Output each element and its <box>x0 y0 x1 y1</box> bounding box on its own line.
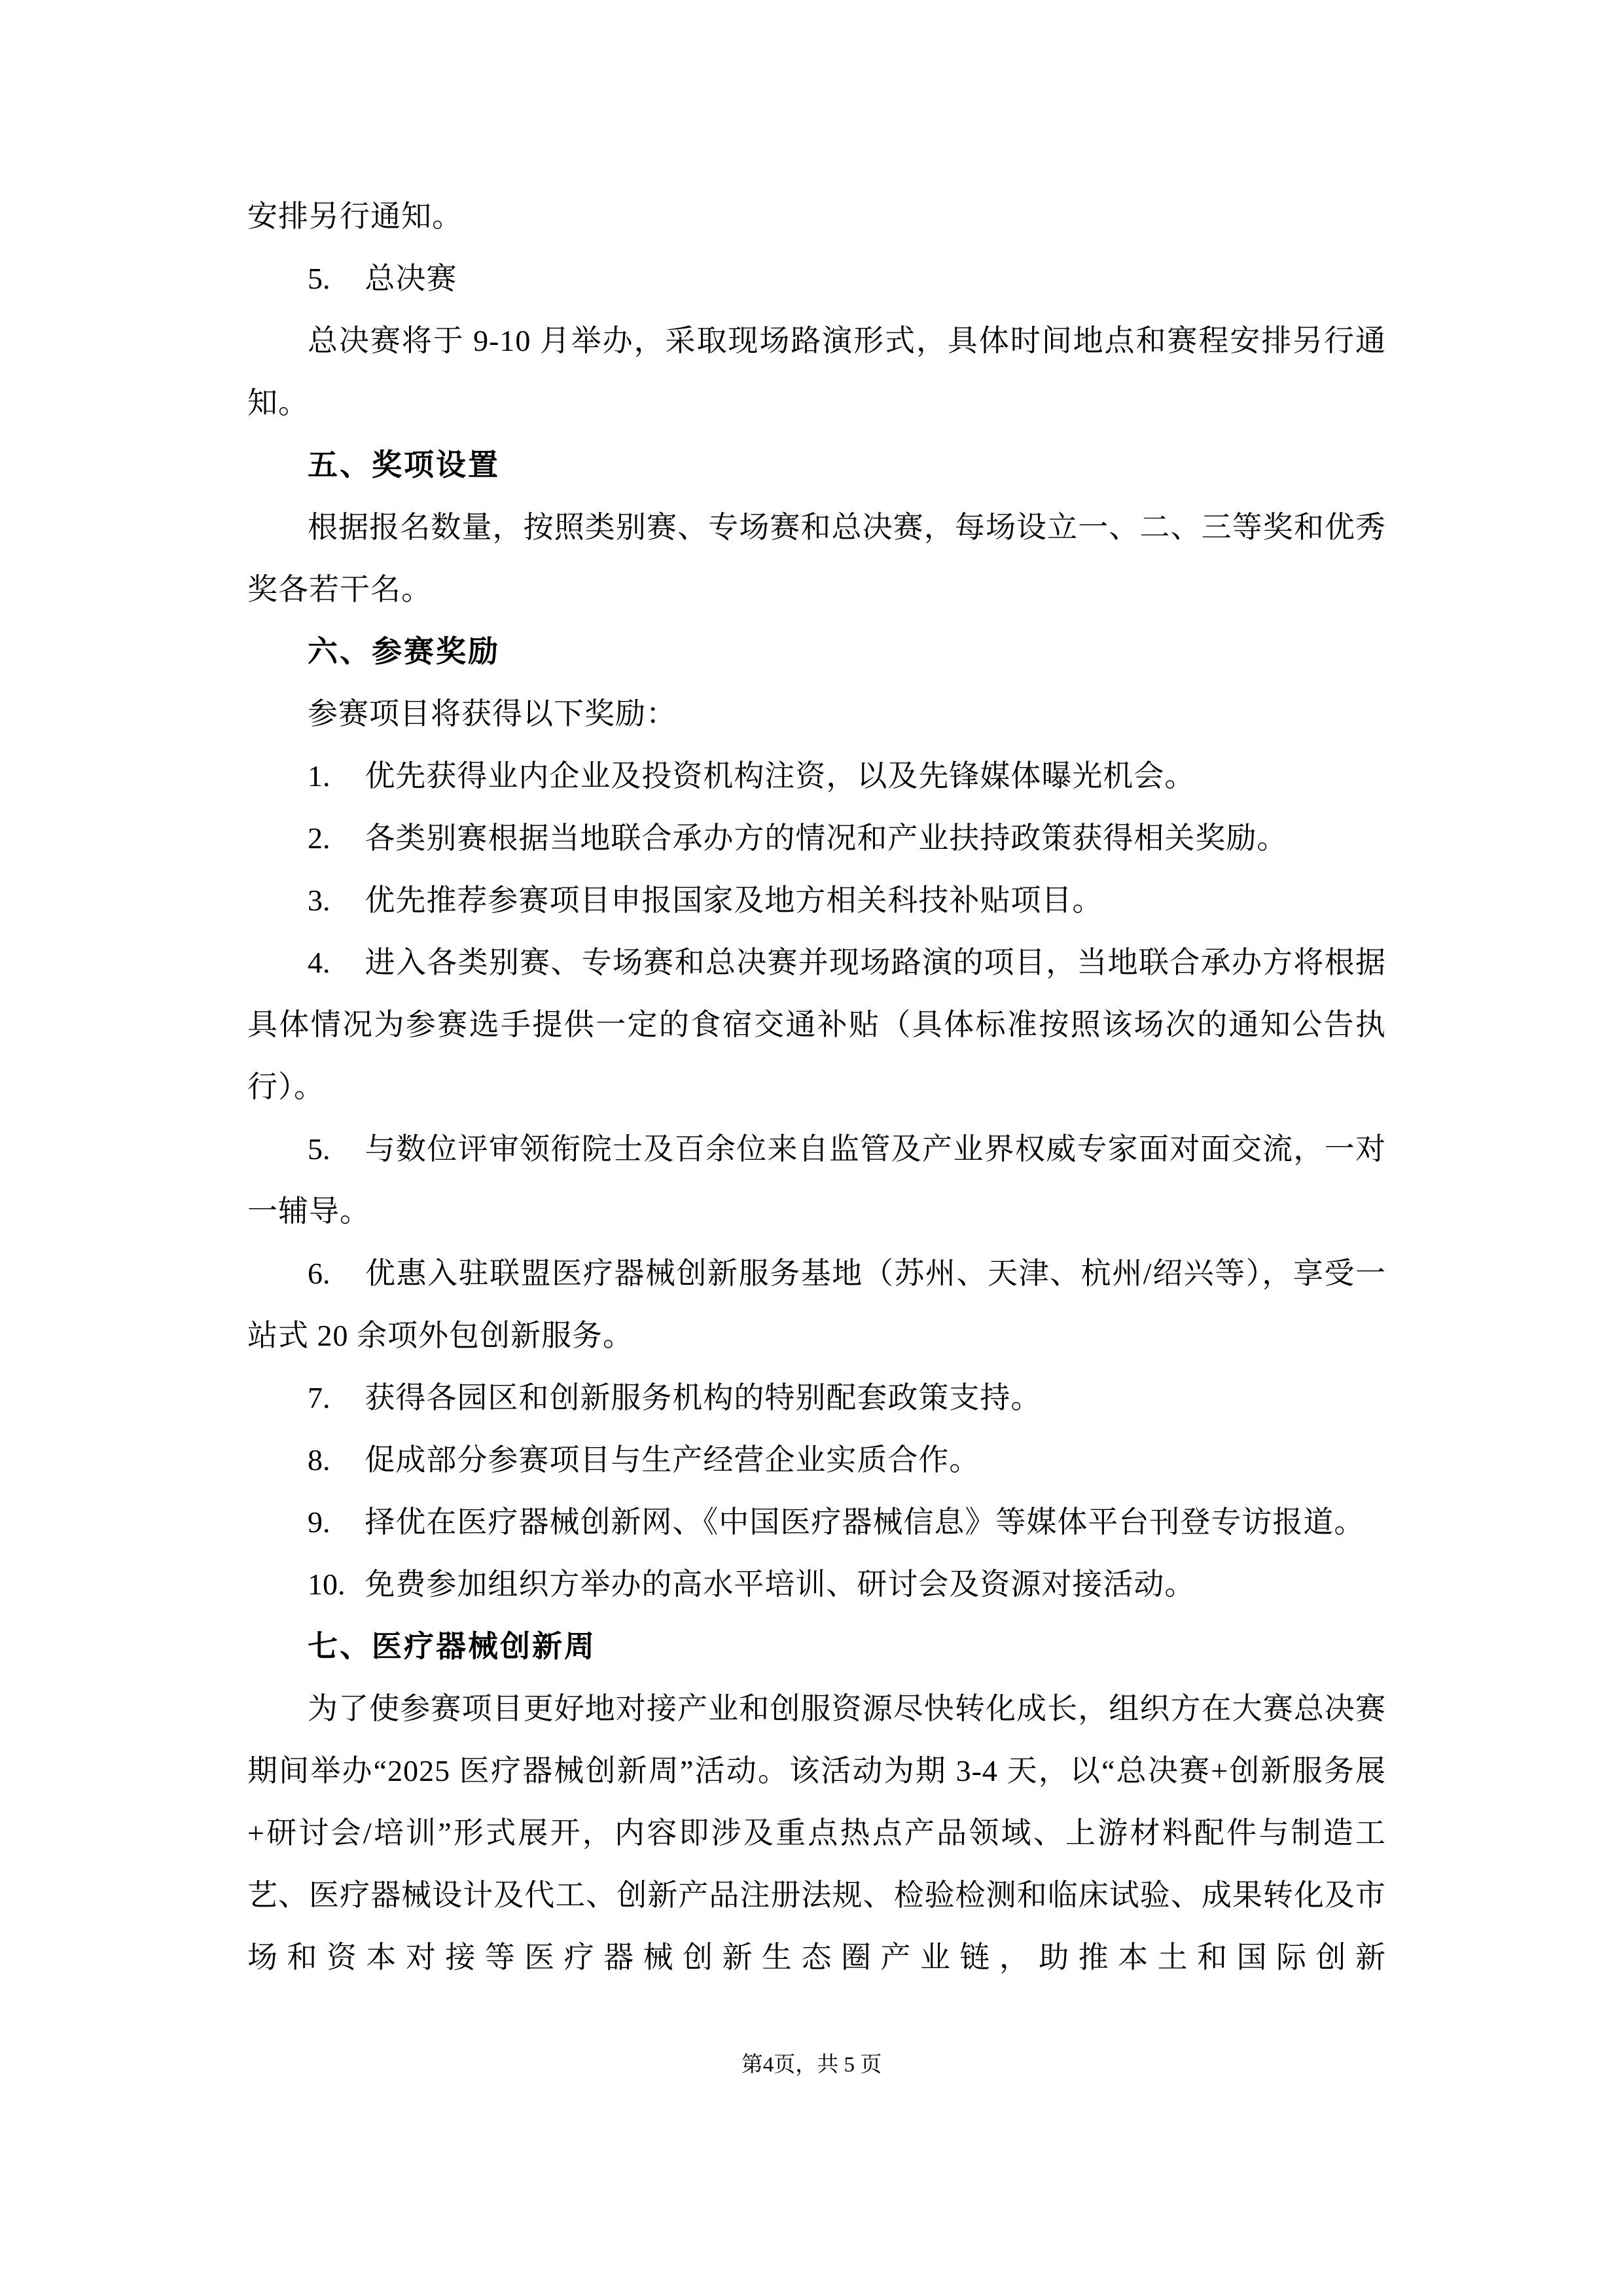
text-run: 择优在医疗器械创新网、《中国医疗器械信息》等媒体平台刊登专访报道。 <box>365 1505 1365 1539</box>
text-run: 总决赛将于 9-10 月举办，采取现场路演形式，具体时间地点和赛程安排另行通知。 <box>247 324 1386 420</box>
paragraph <box>247 1677 1386 1988</box>
section-heading <box>247 1615 1386 1677</box>
text-run: 获得各园区和创新服务机构的特别配套政策支持。 <box>365 1381 1042 1414</box>
list-item <box>247 1429 1386 1491</box>
text-run: 优先获得业内企业及投资机构注资，以及先锋媒体曝光机会。 <box>365 759 1196 793</box>
list-item <box>247 1118 1386 1242</box>
list-item <box>247 1491 1386 1553</box>
list-item <box>247 1367 1386 1429</box>
text-run: 为了使参赛项目更好地对接产业和创服资源尽快转化成长，组织方在大赛总决赛期间举办“2025 医疗器械创新周”活动。该活动为期 3-4 天，以“总决赛+创新服务展+研讨会/培训”形式展开，内容即涉及重点热点产品领域、上游材料配件与制造工艺、医疗器械设计及代工、创新产品注册法规、检验检测和临床试验、成果转化及市场和资本对接等医疗器械创新生态圈产业链，助推本土和国际创新 <box>247 1692 1386 1974</box>
list-number: 5. <box>308 1132 330 1166</box>
list-item <box>247 247 1386 310</box>
paragraph <box>247 496 1386 620</box>
list-number: 2. <box>308 821 330 855</box>
text-run: 安排另行通知。 <box>247 200 463 233</box>
text-run: 参赛项目将获得以下奖励： <box>308 697 677 730</box>
text-run: 五、奖项设置 <box>308 448 500 482</box>
text-run: 各类别赛根据当地联合承办方的情况和产业扶持政策获得相关奖励。 <box>365 821 1288 855</box>
list-number: 3. <box>308 884 330 917</box>
paragraph-continuation <box>247 185 1386 247</box>
paragraph <box>247 310 1386 434</box>
list-number: 5. <box>308 262 330 295</box>
text-run: 与数位评审领衔院士及百余位来自监管及产业界权威专家面对面交流，一对一辅导。 <box>247 1132 1386 1228</box>
text-run: 进入各类别赛、专场赛和总决赛并现场路演的项目，当地联合承办方将根据具体情况为参赛选手提供一定的食宿交通补贴（具体标准按照该场次的通知公告执行）。 <box>247 946 1386 1103</box>
list-number: 10. <box>308 1568 346 1601</box>
list-number: 8. <box>308 1443 330 1477</box>
list-item <box>247 1553 1386 1615</box>
list-number: 9. <box>308 1505 330 1539</box>
text-run: 优惠入驻联盟医疗器械创新服务基地（苏州、天津、杭州/绍兴等），享受一站式 20 余项外包创新服务。 <box>247 1257 1386 1352</box>
section-heading <box>247 620 1386 683</box>
paragraph <box>247 683 1386 745</box>
list-number: 7. <box>308 1381 330 1414</box>
list-item <box>247 869 1386 931</box>
text-run: 免费参加组织方举办的高水平培训、研讨会及资源对接活动。 <box>365 1568 1196 1601</box>
list-item <box>247 931 1386 1118</box>
text-run: 七、医疗器械创新周 <box>308 1629 596 1663</box>
list-item <box>247 807 1386 869</box>
list-number: 1. <box>308 759 330 793</box>
list-item <box>247 745 1386 807</box>
text-run: 六、参赛奖励 <box>308 634 500 668</box>
page-footer: 第4页，共 5 页 <box>741 2053 882 2077</box>
document-body <box>247 185 1386 1988</box>
list-number: 4. <box>308 946 330 979</box>
text-run: 根据报名数量，按照类别赛、专场赛和总决赛，每场设立一、二、三等奖和优秀奖各若干名。 <box>247 511 1386 606</box>
list-number: 6. <box>308 1257 330 1290</box>
list-item <box>247 1242 1386 1367</box>
text-run: 总决赛 <box>365 262 457 295</box>
text-run: 优先推荐参赛项目申报国家及地方相关科技补贴项目。 <box>365 884 1103 917</box>
section-heading <box>247 434 1386 496</box>
text-run: 促成部分参赛项目与生产经营企业实质合作。 <box>365 1443 980 1477</box>
